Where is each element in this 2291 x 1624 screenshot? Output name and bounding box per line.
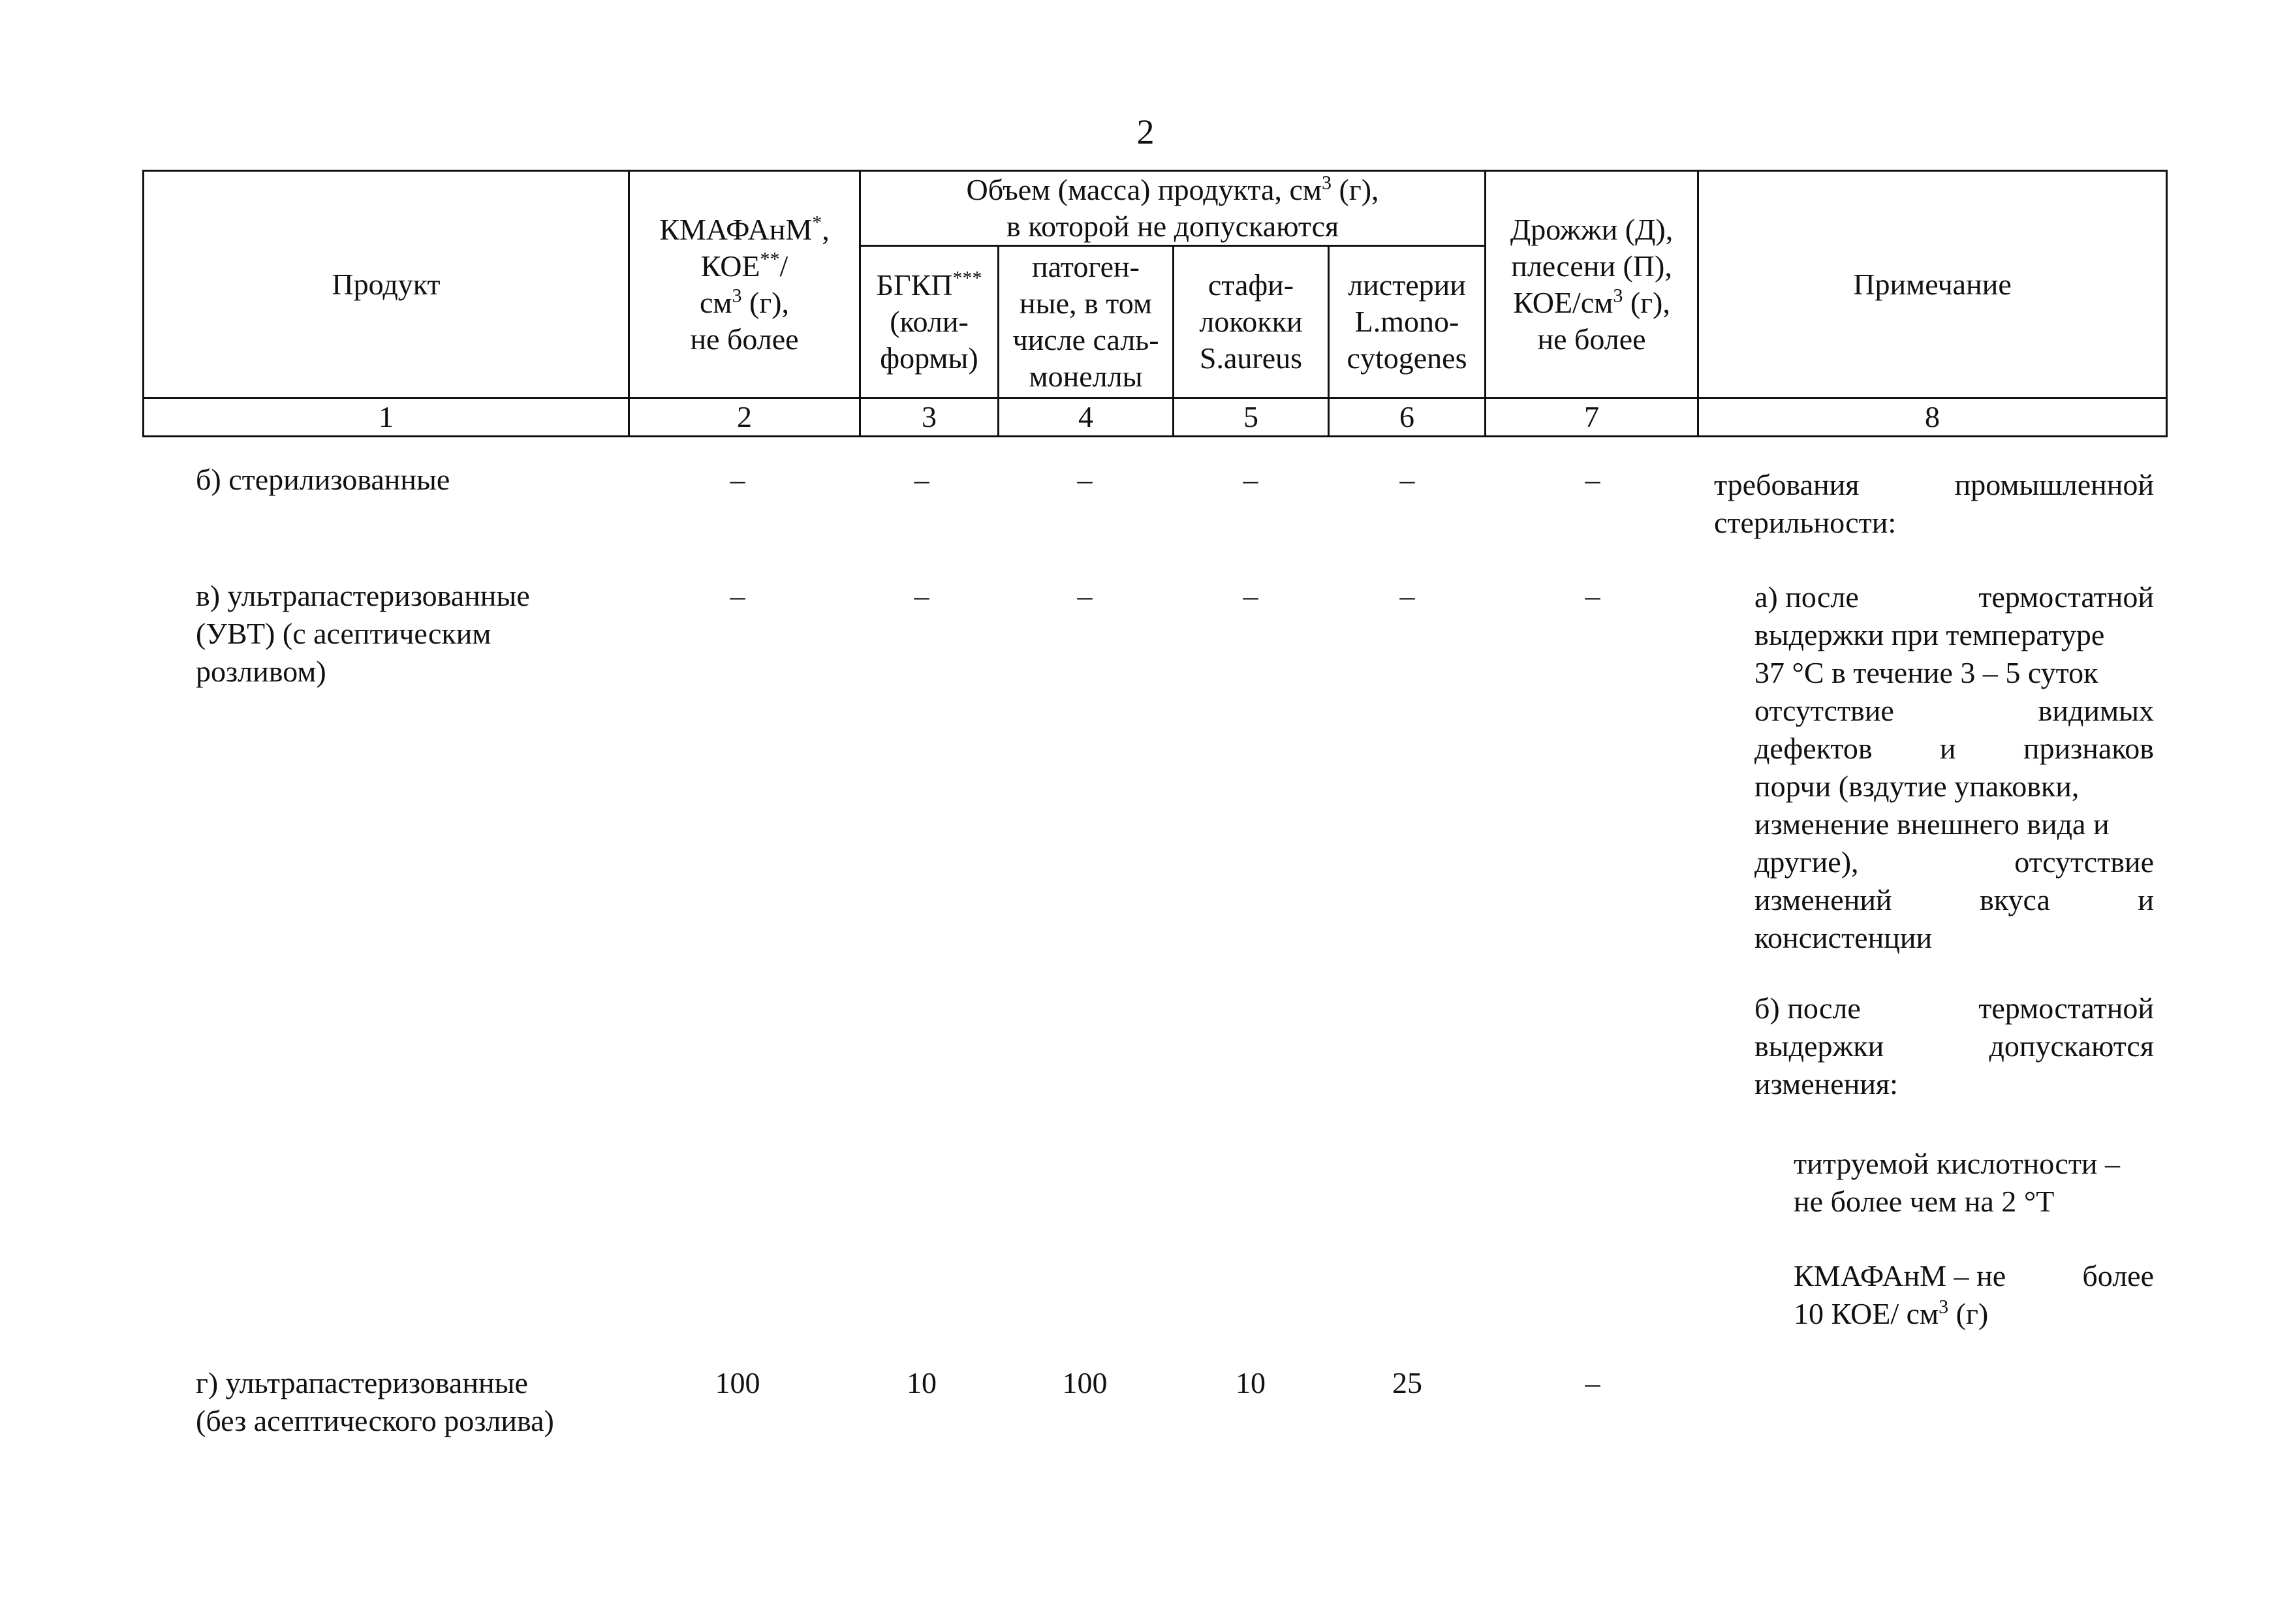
note-word: отсутствие bbox=[1754, 694, 1894, 727]
note-line bbox=[1714, 466, 2154, 504]
header-line: стафи- bbox=[1208, 268, 1294, 302]
note-line bbox=[1794, 1257, 2154, 1295]
header-line: Дрожжи (Д), bbox=[1510, 212, 1674, 246]
note-line bbox=[1754, 919, 2154, 957]
row-value: 10 bbox=[907, 1366, 937, 1399]
note-line bbox=[1754, 843, 2154, 881]
note-word: и bbox=[1939, 732, 1956, 765]
header-volume-group bbox=[860, 171, 1486, 246]
header-pathogens bbox=[999, 246, 1174, 398]
note-line bbox=[1754, 805, 2154, 843]
note-word: консистенции bbox=[1754, 921, 1933, 954]
row-value: – bbox=[1585, 579, 1600, 612]
header-bgkp-text bbox=[862, 267, 996, 377]
header-line: КОЕ**/ bbox=[700, 248, 788, 283]
header-number: 4 bbox=[999, 398, 1174, 437]
header-product: Продукт bbox=[144, 171, 629, 398]
header-line: БГКП*** bbox=[876, 267, 982, 302]
note-word: порчи (вздутие упаковки, bbox=[1754, 770, 2080, 803]
note-line bbox=[1754, 990, 2154, 1027]
note-line bbox=[1754, 616, 2154, 654]
note-b-thermostatic bbox=[1754, 990, 2154, 1103]
note-word: промышленной bbox=[1954, 468, 2154, 501]
header-kmafanm-text bbox=[634, 211, 855, 358]
header-pathogens-text bbox=[1001, 249, 1171, 395]
header-listeria-text bbox=[1331, 267, 1483, 377]
note-word: а) после bbox=[1754, 580, 1859, 614]
header-listeria bbox=[1329, 246, 1486, 398]
note-word: требования bbox=[1714, 468, 1860, 501]
header-line: cytogenes bbox=[1347, 341, 1467, 375]
note-a-thermostatic bbox=[1754, 578, 2154, 957]
header-kmafanm bbox=[629, 171, 860, 398]
row-value: 10 bbox=[1236, 1366, 1266, 1399]
header-number: 5 bbox=[1174, 398, 1329, 437]
row-value: 25 bbox=[1392, 1366, 1422, 1399]
note-line bbox=[1754, 881, 2154, 919]
header-line: Объем (масса) продукта, $см^3$ (г), bbox=[966, 172, 1379, 206]
header-number: 7 bbox=[1486, 398, 1698, 437]
header-line: L.mono- bbox=[1354, 305, 1459, 338]
header-line: КОЕ/$см^3$ (г), bbox=[1513, 285, 1670, 319]
row-value: – bbox=[1243, 463, 1258, 496]
row-value: – bbox=[730, 463, 745, 496]
note-word: признаков bbox=[2023, 732, 2154, 765]
row-value: – bbox=[730, 579, 745, 612]
note-word: стерильности: bbox=[1714, 506, 1897, 539]
row-value: – bbox=[1243, 579, 1258, 612]
note-line bbox=[1794, 1145, 2154, 1183]
product-line: г) ультрапастеризованные bbox=[196, 1366, 528, 1399]
note-line bbox=[1794, 1183, 2154, 1221]
note-b1-acidity bbox=[1794, 1145, 2154, 1221]
note-word: 37 °С в течение 3 – 5 суток bbox=[1754, 656, 2098, 689]
note-word: выдержки при температуре bbox=[1754, 618, 2105, 651]
note-word: термостатной bbox=[1978, 992, 2154, 1025]
row-value: – bbox=[1399, 579, 1415, 612]
note-word: титруемой кислотности – bbox=[1794, 1147, 2121, 1180]
row-product-uht-aseptic bbox=[196, 577, 666, 691]
row-value: – bbox=[1585, 463, 1600, 496]
note-line bbox=[1754, 692, 2154, 730]
note-word: выдержки bbox=[1754, 1029, 1884, 1063]
row-product-sterilized bbox=[196, 461, 666, 499]
product-line: (УВТ) (с асептическим bbox=[196, 617, 491, 650]
header-line: $см^3$ (г), bbox=[699, 285, 790, 319]
header-yeasts-molds-text bbox=[1490, 211, 1693, 358]
header-note: Примечание bbox=[1698, 171, 2167, 398]
row-value: 100 bbox=[715, 1366, 760, 1399]
header-line: (коли- bbox=[890, 305, 969, 338]
header-staphylococci bbox=[1174, 246, 1329, 398]
row-value: – bbox=[914, 463, 929, 496]
header-line: листерии bbox=[1348, 268, 1466, 302]
note-line bbox=[1794, 1295, 2154, 1333]
product-line: (без асептического розлива) bbox=[196, 1404, 554, 1437]
header-line: в которой не допускаются bbox=[1006, 210, 1339, 243]
header-line: ные, в том bbox=[1020, 287, 1152, 320]
note-word: изменений bbox=[1754, 883, 1892, 916]
row-value: – bbox=[1077, 463, 1093, 496]
note-word: другие), bbox=[1754, 845, 1859, 879]
header-line: не более bbox=[690, 322, 799, 356]
product-line: в) ультрапастеризованные bbox=[196, 579, 530, 612]
header-line: не более bbox=[1537, 322, 1646, 356]
note-line bbox=[1754, 578, 2154, 616]
header-staphylococci-text bbox=[1176, 267, 1326, 377]
header-yeasts-molds bbox=[1486, 171, 1698, 398]
note-word: вкуса bbox=[1980, 883, 2050, 916]
note-b2-kmafanm bbox=[1794, 1257, 2154, 1333]
row-value: – bbox=[1585, 1366, 1600, 1399]
note-word: изменение внешнего вида и bbox=[1754, 807, 2110, 841]
note-word: термостатной bbox=[1978, 580, 2154, 614]
note-line bbox=[1754, 730, 2154, 768]
header-line: КМАФАнМ*, bbox=[659, 211, 830, 246]
header-line: S.aureus bbox=[1199, 341, 1303, 375]
note-line bbox=[1754, 1027, 2154, 1065]
header-number: 2 bbox=[629, 398, 860, 437]
note-word: 10 КОЕ/ $см^3$ (г) bbox=[1794, 1296, 1989, 1330]
header-volume-group-text bbox=[865, 172, 1480, 245]
row-product-uht-non-aseptic bbox=[196, 1364, 666, 1440]
note-word: отсутствие bbox=[2014, 845, 2154, 879]
header-number: 3 bbox=[860, 398, 999, 437]
note-sterility bbox=[1714, 466, 2154, 542]
header-number: 6 bbox=[1329, 398, 1486, 437]
note-word: б) после bbox=[1754, 992, 1861, 1025]
requirements-table-header bbox=[142, 170, 2168, 437]
header-line: числе саль- bbox=[1012, 323, 1159, 356]
note-word: КМАФАнМ – не bbox=[1794, 1259, 2006, 1292]
note-line bbox=[1754, 768, 2154, 805]
note-word: дефектов bbox=[1754, 732, 1873, 765]
row-value: – bbox=[914, 579, 929, 612]
note-line bbox=[1754, 1065, 2154, 1103]
header-number: 1 bbox=[144, 398, 629, 437]
note-word: более bbox=[2082, 1259, 2154, 1292]
note-word: видимых bbox=[2038, 694, 2154, 727]
header-line: монеллы bbox=[1029, 360, 1143, 393]
note-word: изменения: bbox=[1754, 1067, 1898, 1101]
note-word: допускаются bbox=[1989, 1029, 2154, 1063]
note-word: не более чем на 2 °Т bbox=[1794, 1185, 2055, 1218]
note-line bbox=[1754, 654, 2154, 692]
row-value: – bbox=[1399, 463, 1415, 496]
header-line: лококки bbox=[1199, 305, 1303, 338]
page-number: 2 bbox=[1136, 112, 1155, 151]
header-line: плесени (П), bbox=[1511, 249, 1672, 283]
note-word: и bbox=[2138, 883, 2154, 916]
header-number: 8 bbox=[1698, 398, 2167, 437]
row-value: 100 bbox=[1062, 1366, 1108, 1399]
header-line: патоген- bbox=[1032, 250, 1140, 283]
header-bgkp bbox=[860, 246, 999, 398]
row-value: – bbox=[1077, 579, 1093, 612]
product-line: б) стерилизованные bbox=[196, 463, 450, 496]
product-line: розливом) bbox=[196, 655, 326, 688]
header-line: формы) bbox=[880, 341, 978, 375]
note-line bbox=[1714, 504, 2154, 542]
